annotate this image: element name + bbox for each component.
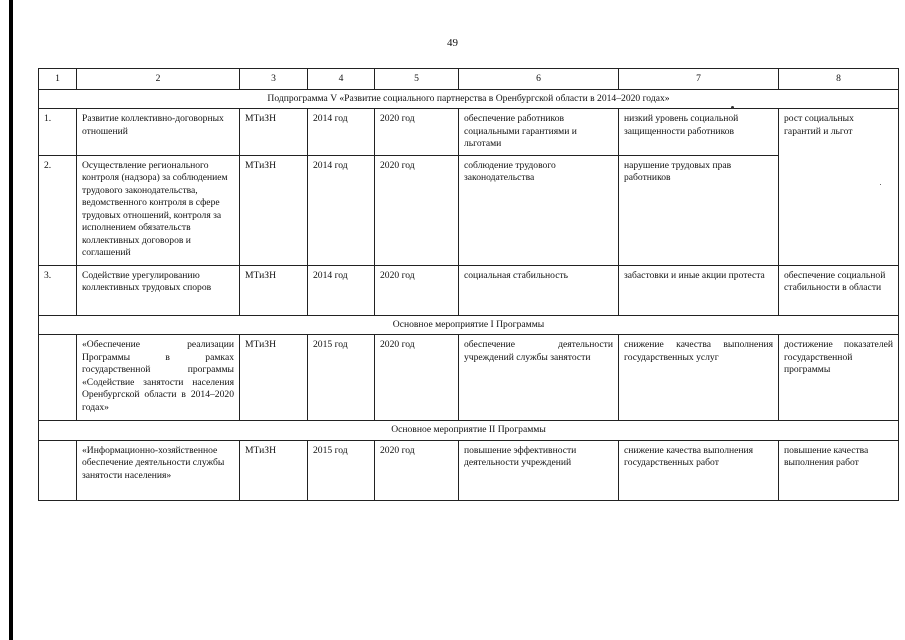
end-cell: 2020 год	[375, 109, 459, 155]
header-cell: 3	[240, 69, 308, 90]
start-cell: 2014 год	[308, 109, 375, 155]
executor-cell: МТиЗН	[240, 109, 308, 155]
executor-cell: МТиЗН	[240, 265, 308, 315]
row-number	[39, 335, 77, 421]
risk-cell: забастовки и иные акции протеста	[619, 265, 779, 315]
section-row	[39, 421, 899, 440]
result-cell: повышение эффективности деятельности учреждений	[459, 440, 619, 500]
header-cell: 4	[308, 69, 375, 90]
start-cell: 2015 год	[308, 335, 375, 421]
risk-cell: снижение качества выполнения государственных услуг	[619, 335, 779, 421]
link-cell: рост социальных гарантий и льгот	[779, 109, 899, 265]
measure-cell: Развитие коллективно-договорных отношений	[77, 109, 240, 155]
binding-edge	[9, 0, 13, 640]
link-cell: обеспечение социальной стабильности в области	[779, 265, 899, 315]
end-cell: 2020 год	[375, 155, 459, 265]
risk-cell: низкий уровень социальной защищенности работников	[619, 109, 779, 155]
measure-cell: «Обеспечение реализации Программы в рамках государственной программы «Содействие занятости населения Оренбургской области в 2014–2020 годах»	[77, 335, 240, 421]
table-row	[39, 440, 899, 500]
row-number: 3.	[39, 265, 77, 315]
header-cell: 5	[375, 69, 459, 90]
start-cell: 2015 год	[308, 440, 375, 500]
scan-speck	[731, 106, 734, 109]
executor-cell: МТиЗН	[240, 155, 308, 265]
result-cell: соблюдение трудового законодательства	[459, 155, 619, 265]
header-cell: 1	[39, 69, 77, 90]
measure-cell: Содействие урегулированию коллективных трудовых споров	[77, 265, 240, 315]
executor-cell: МТиЗН	[240, 440, 308, 500]
executor-cell: МТиЗН	[240, 335, 308, 421]
main-activity-ii-title: Основное мероприятие II Программы	[39, 421, 899, 440]
row-number: 2.	[39, 155, 77, 265]
main-activity-i-title: Основное мероприятие I Программы	[39, 315, 899, 334]
result-cell: социальная стабильность	[459, 265, 619, 315]
header-cell: 2	[77, 69, 240, 90]
header-cell: 7	[619, 69, 779, 90]
link-cell: достижение показателей государственной программы	[779, 335, 899, 421]
scan-speck	[880, 184, 881, 185]
result-cell: обеспечение деятельности учреждений службы занятости	[459, 335, 619, 421]
end-cell: 2020 год	[375, 440, 459, 500]
table-row	[39, 109, 899, 155]
row-number: 1.	[39, 109, 77, 155]
risk-cell: нарушение трудовых прав работников	[619, 155, 779, 265]
end-cell: 2020 год	[375, 335, 459, 421]
section-row	[39, 90, 899, 109]
header-row	[39, 69, 899, 90]
link-cell: повышение качества выполнения работ	[779, 440, 899, 500]
section-row	[39, 315, 899, 334]
page-number: 49	[447, 37, 458, 49]
result-cell: обеспечение работников социальными гарантиями и льготами	[459, 109, 619, 155]
measure-cell: «Информационно-хозяйственное обеспечение деятельности службы занятости населения»	[77, 440, 240, 500]
header-cell: 8	[779, 69, 899, 90]
table-row	[39, 335, 899, 421]
end-cell: 2020 год	[375, 265, 459, 315]
risk-cell: снижение качества выполнения государственных работ	[619, 440, 779, 500]
row-number	[39, 440, 77, 500]
header-cell: 6	[459, 69, 619, 90]
program-table	[38, 68, 899, 501]
table-row	[39, 265, 899, 315]
measure-cell: Осуществление регионального контроля (надзора) за соблюдением трудового законодательства, ведомственного контроля в сфере трудовых отношений, контроля за исполнением обязательств коллективных договоров и соглашений	[77, 155, 240, 265]
table-row	[39, 155, 899, 265]
start-cell: 2014 год	[308, 155, 375, 265]
start-cell: 2014 год	[308, 265, 375, 315]
subprogram-v-title: Подпрограмма V «Развитие социального партнерства в Оренбургской области в 2014–2020 годах»	[39, 90, 899, 109]
